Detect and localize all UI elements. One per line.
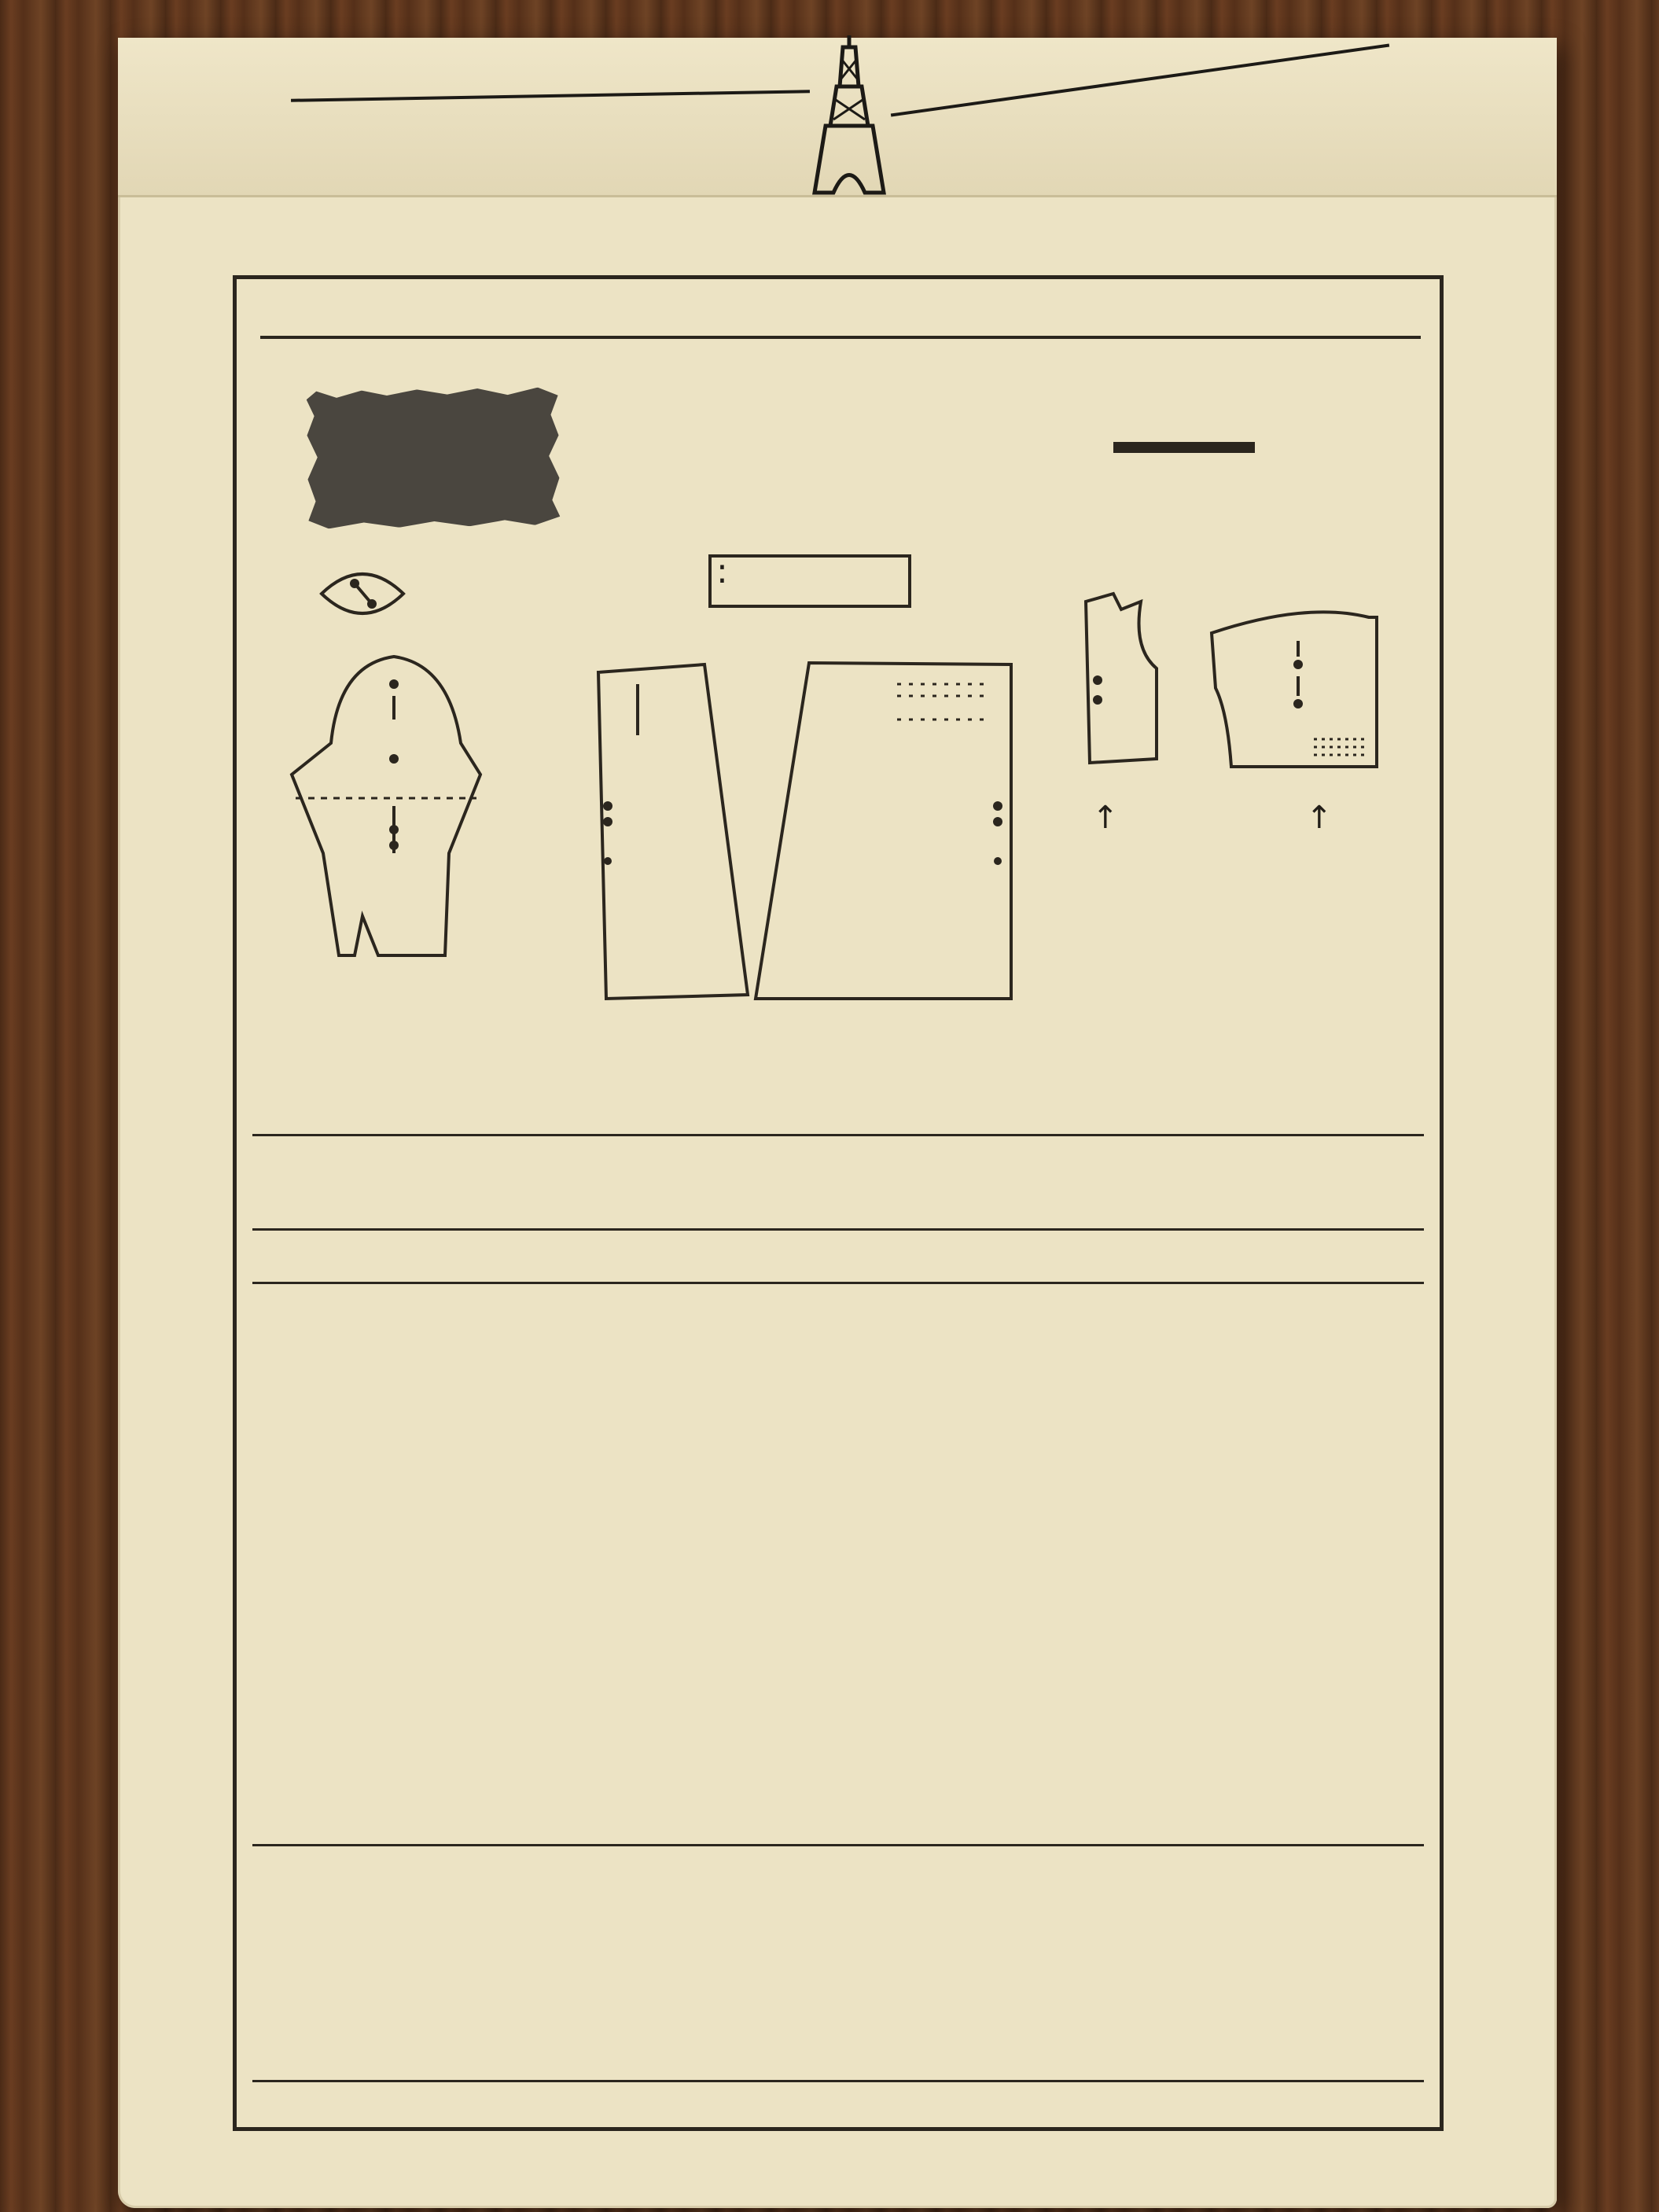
- instruction-card: [233, 275, 1444, 2131]
- seam-line-sample: [1113, 442, 1255, 453]
- required-sub-rule: [252, 1282, 1424, 1284]
- blouse-diagram: [1070, 570, 1416, 806]
- eiffel-tower-logo: [802, 31, 896, 197]
- materials-rule: [252, 1134, 1424, 1136]
- body-rule: [252, 1844, 1424, 1846]
- seam-allowance-badge: [306, 387, 560, 529]
- required-top-rule: [252, 1228, 1424, 1231]
- belt-dots: :: [716, 551, 728, 591]
- sleeve-diagram: [276, 641, 512, 971]
- blouse-front-arrow: ↑: [1306, 800, 1333, 836]
- blouse-back-arrow: ↑: [1092, 800, 1119, 836]
- skirt-diagram: [567, 649, 1039, 1042]
- notions-rule: [252, 2080, 1424, 2082]
- header-rule: [260, 336, 1421, 339]
- belt-piece: [708, 554, 911, 608]
- shoulder-pad-diagram: [315, 558, 410, 637]
